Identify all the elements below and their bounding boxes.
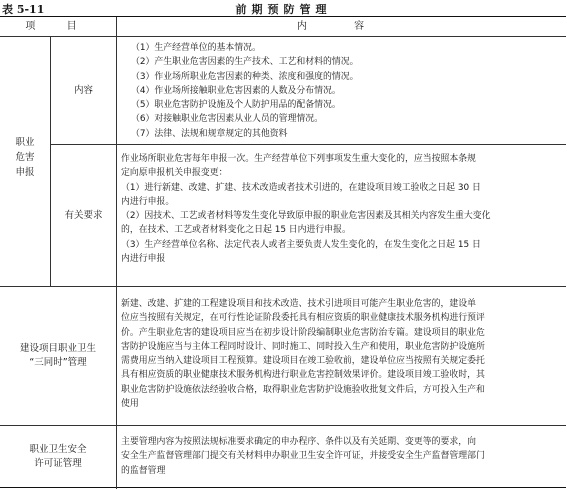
sub-label-content: 内容: [73, 84, 93, 96]
text-line: （1）进行新建、改建、扩建、技术改造或者技术引进的，在建设项目竣工验收之日起 30 日: [121, 182, 481, 193]
three-simultaneous-text: [121, 297, 563, 411]
prevention-table: [0, 16, 566, 488]
text-line: 位应当按照有关规定，在可行性论证阶段委托具有相应资质的职业健康技术服务机构进行预评: [121, 313, 485, 324]
text-line: 使用: [121, 399, 139, 410]
text-line: （2）因技术、工艺或者材料等发生变化导致原申报的职业危害因素及其相关内容发生重大变化: [121, 211, 491, 222]
section-label-line: 许可证管理: [34, 458, 82, 469]
text-line: （3）生产经营单位名称、法定代表人或者主要负责人发生变化的，在发生变化之日起 15 日: [121, 239, 481, 250]
text-line: 害防护设施应当与主体工程同时设计、同时施工、同时投入生产和使用，职业危害防护设施所: [121, 341, 485, 352]
section-label-line: 职业卫生安全: [29, 444, 87, 455]
text-line: 职业危害防护设施依法经验收合格，取得职业危害防护设施验收批复文件后，方可投入生产和: [121, 384, 485, 395]
text-line: 需费用应当纳入建设项目工程预算。建设项目在竣工验收前，建设单位应当按照有关规定委托: [121, 356, 485, 367]
text-line: 新建、改建、扩建的工程建设项目和技术改造、技术引进项目可能产生职业危害的，建设单: [121, 299, 476, 309]
section-label-three-simultaneous: [0, 287, 116, 425]
text-line: 主要管理内容为按照法规标准要求确定的申办程序、条件以及有关延期、变更等的要求，向: [121, 437, 476, 447]
license-text: [121, 435, 563, 478]
text-line: 定向原申报机关申报变更：: [121, 168, 228, 179]
text-line: 价。产生职业危害的建设项目应当在初步设计阶段编制职业危害防治专篇。建设项目的职业危: [121, 327, 485, 338]
sub-label-requirements: 有关要求: [64, 209, 103, 221]
text-line: 内进行申报: [121, 254, 166, 265]
section-label-declaration: [2, 127, 48, 187]
text-line: 安全生产监督管理部门提交有关材料申办职业卫生安全许可证，并接受安全生产监督管理部门: [121, 451, 485, 462]
list-item: （3）作业场所职业危害因素的种类、浓度和强度的情况。: [131, 71, 359, 82]
text-line: 的监督管理: [121, 465, 166, 476]
list-item: （5）职业危害防护设施及个人防护用品的配备情况。: [131, 100, 341, 111]
section-label-line: 建设项目职业卫生: [19, 343, 96, 354]
table-number: 表 5-11: [2, 3, 45, 16]
list-item: （1）生产经营单位的基本情况。: [131, 43, 261, 53]
section-label-line: “三同时”管理: [29, 357, 87, 368]
subrow-divider: [50, 144, 566, 145]
section-label-license: [0, 426, 116, 488]
list-item: （2）产生职业危害因素的生产技术、工艺和材料的情况。: [131, 57, 359, 68]
content-items-list: [131, 41, 561, 141]
requirements-text: [121, 152, 563, 266]
list-item: （6）对接触职业危害因素从业人员的管理情况。: [131, 114, 324, 125]
list-item: （4）作业场所接触职业危害因素的人数及分布情况。: [131, 85, 341, 96]
header-content: 内 容: [296, 20, 387, 32]
list-item: （7）法律、法规和规章规定的其他资料: [131, 128, 288, 139]
text-line: 的，在技术、工艺或者材料变化之日起 15 日内进行申报。: [121, 225, 351, 236]
section-label-text: 职业危害申报: [15, 136, 35, 178]
table-caption: [0, 0, 567, 16]
text-line: 具有相应资质的职业健康技术服务机构进行职业危害控制效果评价。建设项目竣工验收时，其: [121, 370, 485, 381]
header-project: 项 目: [25, 20, 91, 32]
table-title: 前期预防管理: [235, 3, 332, 16]
text-line: 作业场所职业危害每年申报一次。生产经营单位下列事项发生重大变化的，应当按照本条规: [121, 154, 476, 164]
column-divider: [116, 17, 117, 489]
text-line: 内进行申报。: [121, 196, 175, 207]
